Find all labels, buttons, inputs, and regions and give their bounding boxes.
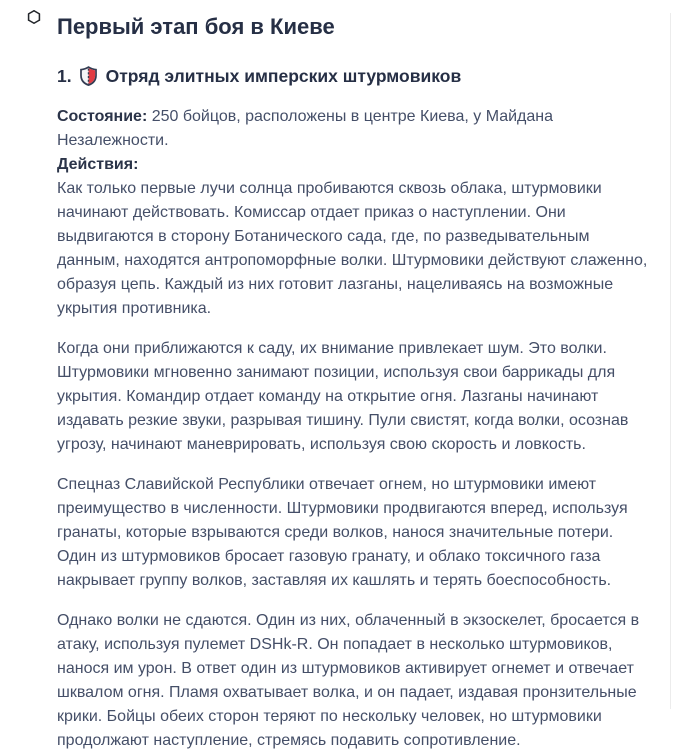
narrative-paragraph: Однако волки не сдаются. Один из них, облаченный в экзоскелет, бросается в атаку, используя пулемет DSHk-R. Он попадает в несколько штурмовиков, нанося им урон. В ответ один из штурмовиков активирует огнемет и отвечает шквалом огня. Пламя охватывает волка, и он падает, издавая пронзительные крики. Бойцы обеих сторон теряют по нескольку человек, но штурмовики продолжают наступление, стремясь подавить сопротивление. bbox=[57, 612, 640, 749]
unit-title: Отряд элитных имперских штурмовиков bbox=[105, 66, 462, 86]
list-item-number: 1. bbox=[57, 66, 72, 86]
status-text: 250 бойцов, расположены в центре Киева, у Майдана Незалежности. bbox=[57, 108, 554, 149]
unit-list-item bbox=[57, 63, 655, 89]
shield-emoji-icon bbox=[79, 65, 98, 87]
narrative-paragraph: Когда они приближаются к саду, их внимание привлекает шум. Это волки. Штурмовики мгновенно занимают позиции, используя свои баррикады для укрытия. Командир отдает команду на открытие огня. Лазганы начинают издавать резкие звуки, разрывая тишину. Пули свистят, когда волки, осознав угрозу, начинают маневрировать, используя свою скорость и ловкость. bbox=[57, 340, 629, 453]
status-label: Состояние: bbox=[57, 108, 148, 125]
assistant-message bbox=[57, 13, 655, 753]
openai-logo-icon bbox=[26, 9, 42, 25]
actions-label: Действия: bbox=[57, 156, 139, 173]
actions-text: Как только первые лучи солнца пробиваются сквозь облака, штурмовики начинают действовать. Комиссар отдает приказ о наступлении. Они выдвигаются в сторону Ботанического сада, где, по разведывательным данным, находятся антропоморфные волки. Штурмовики действуют слаженно, образуя цепь. Каждый из них готовит лазганы, нацеливаясь на возможные укрытия противника. bbox=[57, 180, 648, 317]
narrative-paragraph: Спецназ Славийской Республики отвечает огнем, но штурмовики имеют преимущество в численности. Штурмовики продвигаются вперед, используя гранаты, которые взрываются среди волков, нанося значительные потери. Один из штурмовиков бросает газовую гранату, и облако токсичного газа накрывает группу волков, заставляя их кашлять и терять боеспособность. bbox=[57, 476, 628, 589]
section-heading: Первый этап боя в Киеве bbox=[57, 14, 335, 39]
container-right-border bbox=[670, 13, 671, 709]
assistant-avatar bbox=[26, 9, 42, 25]
status-actions-paragraph bbox=[57, 105, 655, 321]
